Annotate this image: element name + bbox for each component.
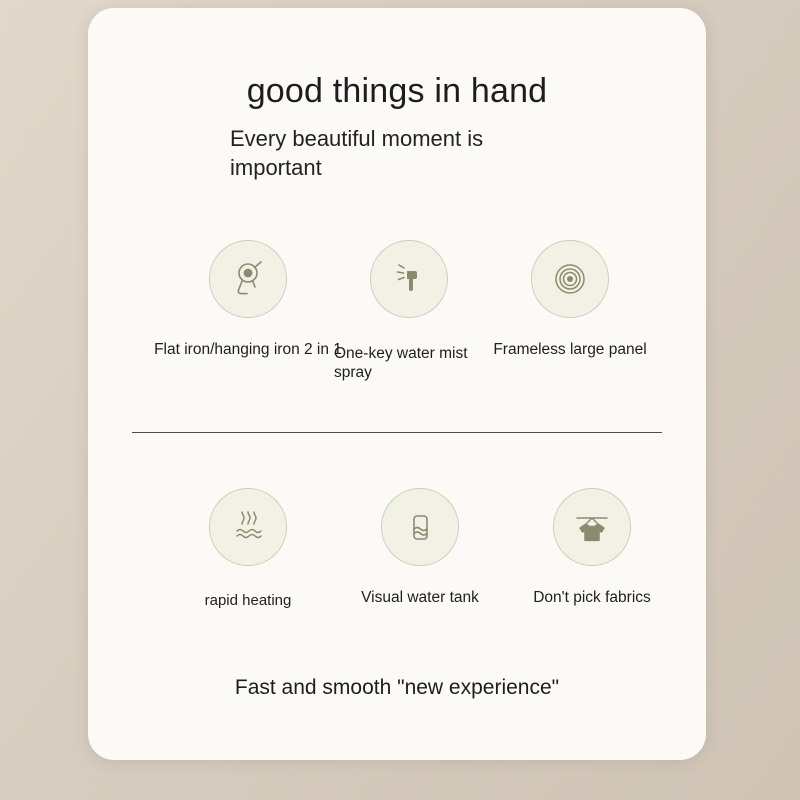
feature-label: Don't pick fabrics [533, 589, 651, 606]
feature-label: Visual water tank [361, 589, 479, 606]
heat-waves-icon [209, 488, 287, 566]
features-row-top [88, 240, 706, 383]
feature-item [334, 240, 484, 383]
features-row-bottom [88, 488, 706, 611]
water-tank-icon [381, 488, 459, 566]
feature-label: Flat iron/hanging iron 2 in 1 [154, 341, 342, 358]
feature-item [154, 240, 342, 383]
feature-item [162, 488, 334, 611]
feature-item [506, 488, 678, 611]
footer-tagline: Fast and smooth "new experience" [234, 676, 560, 699]
page-subtitle: Every beautiful moment is important [230, 126, 484, 181]
feature-label: rapid heating [204, 592, 292, 609]
feature-card [88, 8, 706, 760]
section-divider [132, 432, 662, 433]
feature-label: Frameless large panel [493, 341, 647, 358]
spray-mist-icon [370, 240, 448, 318]
round-panel-icon [531, 240, 609, 318]
page-title: good things in hand [246, 72, 548, 110]
feature-label: One-key water mist spray [334, 345, 468, 382]
feature-item [334, 488, 506, 611]
feature-item [484, 240, 656, 383]
hanging-shirt-icon [553, 488, 631, 566]
garment-steamer-icon [209, 240, 287, 318]
